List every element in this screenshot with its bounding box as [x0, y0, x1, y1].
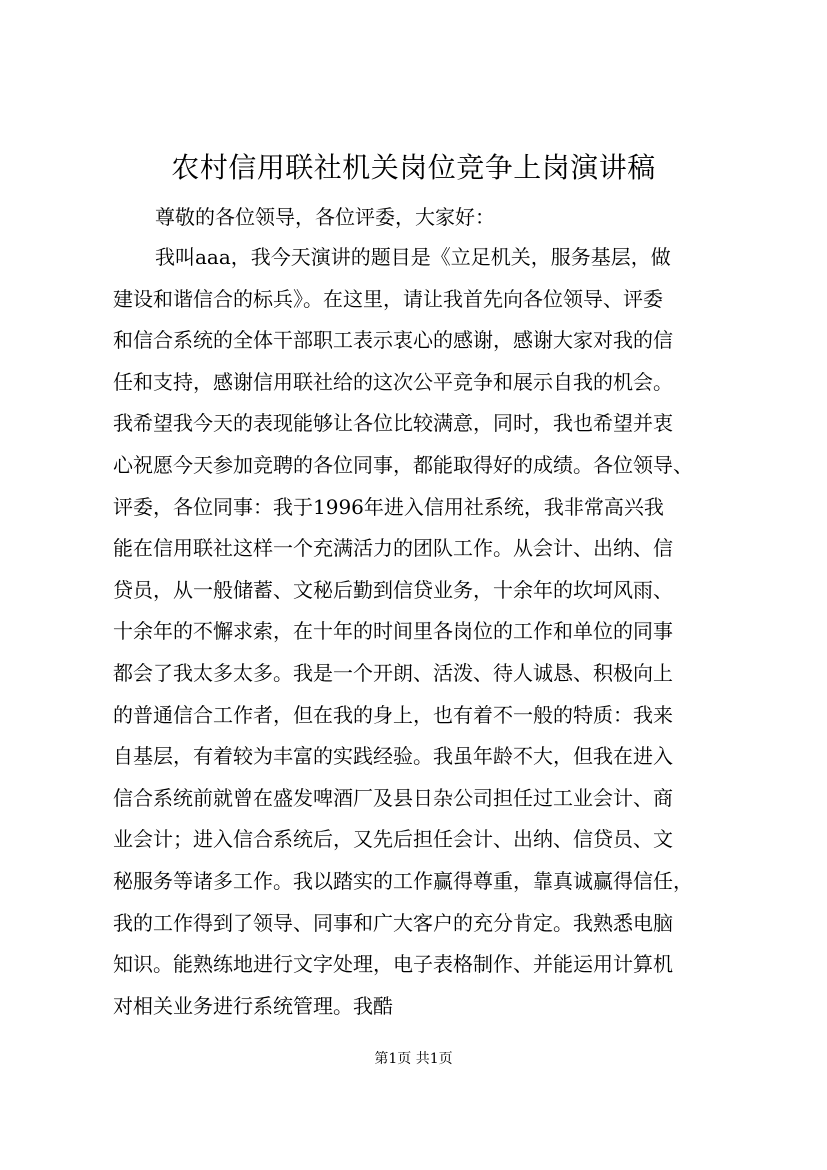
body-line: 都会了我太多太多。我是一个开朗、活泼、待人诚恳、积极向上	[113, 660, 673, 685]
document-title: 农村信用联社机关岗位竞争上岗演讲稿	[171, 151, 656, 184]
body-line: 自基层，有着较为丰富的实践经验。我虽年龄不大，但我在进入	[113, 744, 673, 769]
body-line: 我的工作得到了领导、同事和广大客户的充分肯定。我熟悉电脑	[113, 910, 673, 935]
body-line: 对相关业务进行系统管理。我酷	[113, 993, 393, 1018]
body-line: 我叫aaa，我今天演讲的题目是《立足机关，服务基层，做	[155, 245, 671, 269]
body-line: 知识。能熟练地进行文字处理，电子表格制作、并能运用计算机	[113, 952, 673, 977]
body-line: 的普通信合工作者，但在我的身上，也有着不一般的特质：我来	[113, 702, 673, 727]
body-line: 任和支持，感谢信用联社给的这次公平竞争和展示自我的机会。	[113, 369, 673, 394]
body-line: 我希望我今天的表现能够让各位比较满意，同时，我也希望并衷	[113, 411, 673, 436]
body-line: 贷员，从一般储蓄、文秘后勤到信贷业务，十余年的坎坷风雨、	[113, 577, 673, 602]
body-line: 心祝愿今天参加竞聘的各位同事，都能取得好的成绩。各位领导、	[113, 452, 693, 477]
body-line: 业会计；进入信合系统后，又先后担任会计、出纳、信贷员、文	[113, 827, 673, 852]
body-paragraph	[113, 237, 743, 1027]
body-line: 信合系统前就曾在盛发啤酒厂及县日杂公司担任过工业会计、商	[113, 785, 673, 810]
body-line: 评委，各位同事：我于1996年进入信用社系统，我非常高兴我	[113, 494, 664, 519]
body-line: 建设和谐信合的标兵》。在这里，请让我首先向各位领导、评委	[113, 286, 663, 311]
body-line: 能在信用联社这样一个充满活力的团队工作。从会计、出纳、信	[113, 536, 673, 561]
body-line: 十余年的不懈求索，在十年的时间里各岗位的工作和单位的同事	[113, 619, 673, 644]
body-line: 和信合系统的全体干部职工表示衷心的感谢，感谢大家对我的信	[113, 328, 673, 353]
page-number-footer: 第1页 共1页	[374, 1051, 453, 1067]
greeting-line: 尊敬的各位领导，各位评委，大家好：	[155, 205, 495, 229]
body-line: 秘服务等诸多工作。我以踏实的工作赢得尊重，靠真诚赢得信任，	[113, 868, 693, 893]
